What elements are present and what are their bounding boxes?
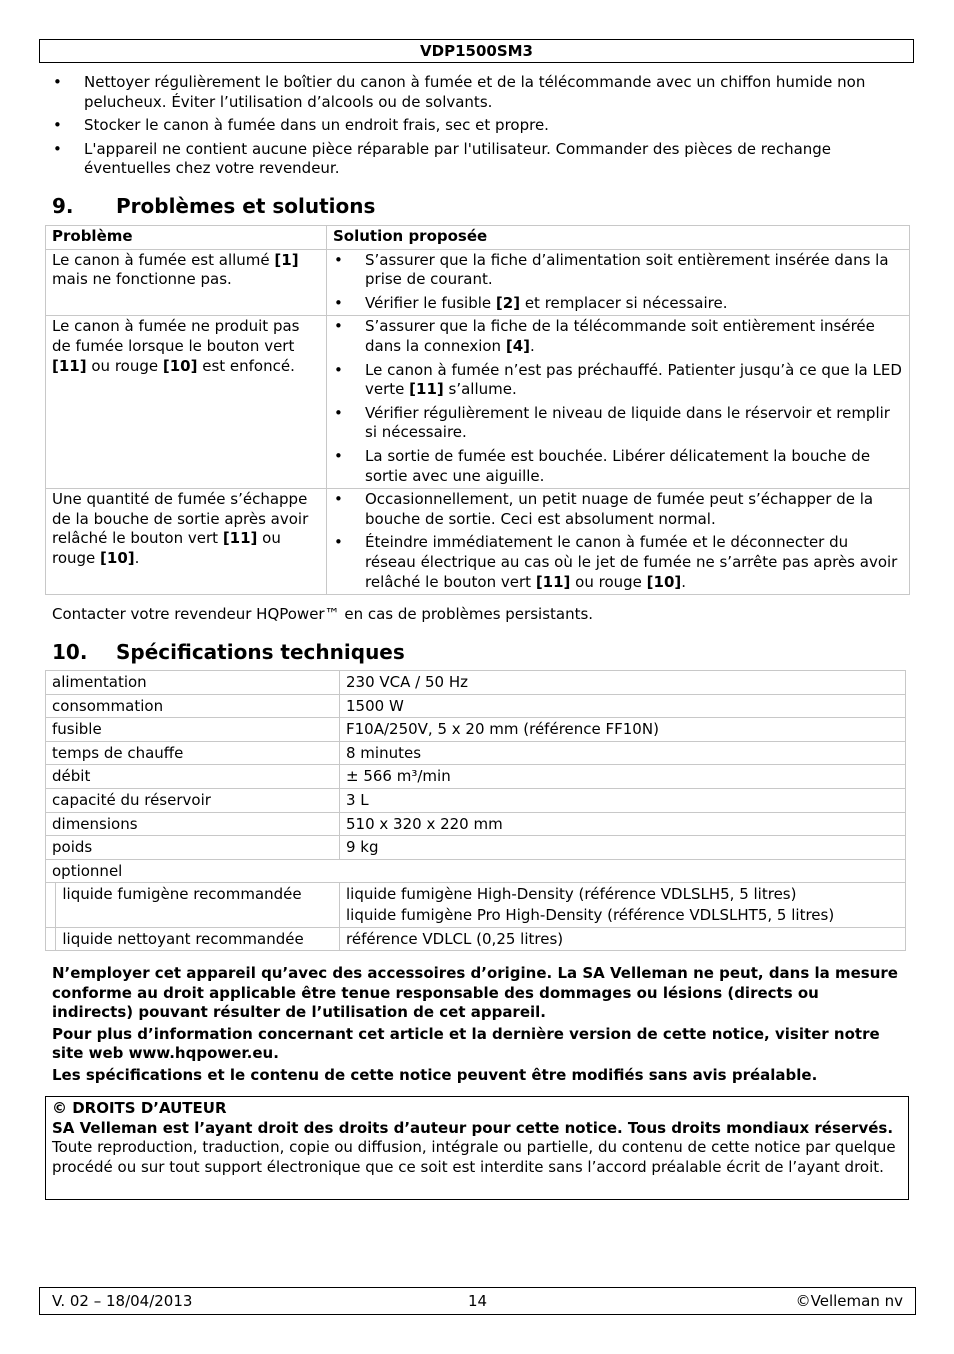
- spec-value: ± 566 m³/min: [340, 765, 906, 789]
- spec-row: [46, 812, 906, 836]
- solution-list: [333, 490, 903, 592]
- spec-row: [46, 836, 906, 860]
- optional-value: liquide fumigène High-Density (référence VDLSLH5, 5 litres): [346, 885, 797, 904]
- indent-cell: [46, 927, 56, 951]
- spec-row: [46, 694, 906, 718]
- solution-item: [333, 294, 903, 314]
- section-number: 10.: [52, 640, 88, 664]
- spec-value: F10A/250V, 5 x 20 mm (référence FF10N): [340, 718, 906, 742]
- note-paragraph: Pour plus d’information concernant cet article et la dernière version de cette notice, visiter notre site web www.hqpower.eu.: [52, 1024, 880, 1063]
- optional-value-cell: [340, 883, 906, 927]
- solution-text: Occasionnellement, un petit nuage de fumée peut s’échapper de la bouche de sortie. Ceci est absolument normal.: [365, 490, 874, 528]
- bullet-item: • Stocker le canon à fumée dans un endroit frais, sec et propre.: [50, 116, 910, 136]
- table-row: [46, 489, 910, 595]
- footer-page-number: 14: [467, 1292, 488, 1310]
- spec-key: temps de chauffe: [46, 741, 340, 765]
- solution-text: [4]: [505, 336, 530, 355]
- problem-text: [11]: [52, 356, 87, 375]
- table-row: [46, 249, 910, 316]
- optional-key: liquide nettoyant recommandée: [56, 927, 340, 951]
- spec-key: débit: [46, 765, 340, 789]
- spec-row: [46, 741, 906, 765]
- problem-text: [10]: [162, 356, 198, 375]
- solution-list: [333, 251, 903, 314]
- spec-key: dimensions: [46, 812, 340, 836]
- spec-value: 230 VCA / 50 Hz: [340, 671, 906, 695]
- solution-item: [333, 404, 903, 443]
- document-header: [39, 39, 914, 63]
- indent-cell: [46, 883, 56, 927]
- troubleshooting-rows: [46, 249, 910, 595]
- legal-notes: [52, 964, 902, 1088]
- table-row: [46, 316, 910, 489]
- problem-text: est enfoncé.: [197, 356, 295, 375]
- problem-text: mais ne fonctionne pas.: [52, 270, 232, 289]
- optional-value-cell: [340, 927, 906, 951]
- section-title: Problèmes et solutions: [116, 194, 376, 218]
- spec-key: capacité du réservoir: [46, 788, 340, 812]
- copyright-notice: [45, 1096, 909, 1200]
- specifications-rows: [46, 671, 906, 951]
- document-footer: [39, 1287, 916, 1315]
- troubleshooting-table: [45, 225, 910, 595]
- solution-list: [333, 317, 903, 486]
- optional-key: liquide fumigène recommandée: [56, 883, 340, 927]
- solution-text: La sortie de fumée est bouchée. Libérer délicatement la bouche de sortie avec une aiguille.: [365, 446, 871, 485]
- column-header-solution: Solution proposée: [327, 226, 910, 250]
- optional-value: référence VDLCL (0,25 litres): [346, 929, 564, 948]
- spec-row: [46, 765, 906, 789]
- optional-value: liquide fumigène Pro High-Density (référence VDLSLHT5, 5 litres): [346, 905, 835, 924]
- optional-row: [46, 927, 906, 951]
- solution-text: .: [530, 336, 535, 355]
- spec-row: [46, 718, 906, 742]
- solution-text: [2]: [495, 293, 521, 312]
- problem-text: [11]: [222, 529, 258, 548]
- solution-text: ou rouge: [570, 572, 647, 591]
- spec-row: [46, 788, 906, 812]
- solution-text: S’assurer que la fiche de la télécommande soit entièrement insérée dans la connexion: [365, 317, 875, 355]
- solution-text: [11]: [409, 380, 444, 399]
- specifications-table: [45, 670, 906, 951]
- solution-cell: [327, 489, 910, 595]
- optional-label: optionnel: [46, 859, 906, 883]
- bullet-item: • Nettoyer régulièrement le boîtier du canon à fumée et de la télécommande avec un chiffon humide non pelucheux. Éviter l’utilisation d’alcools ou de solvants.: [50, 73, 910, 112]
- solution-item: [333, 361, 903, 400]
- problem-cell: [46, 249, 327, 316]
- section-number: 9.: [52, 194, 74, 218]
- solution-item: [333, 447, 903, 486]
- contact-note: Contacter votre revendeur HQPower™ en cas de problèmes persistants.: [52, 605, 594, 623]
- solution-text: S’assurer que la fiche d’alimentation soit entièrement insérée dans la prise de courant.: [365, 250, 889, 289]
- solution-cell: [327, 316, 910, 489]
- spec-value: 1500 W: [340, 694, 906, 718]
- maintenance-bullets: [50, 73, 910, 183]
- problem-text: .: [134, 548, 140, 567]
- solution-text: .: [681, 572, 687, 591]
- copyright-body: [52, 1119, 902, 1178]
- table-header-row: [46, 226, 910, 250]
- spec-key: consommation: [46, 694, 340, 718]
- spec-value: 3 L: [340, 788, 906, 812]
- spec-row: [46, 671, 906, 695]
- spec-value: 8 minutes: [340, 741, 906, 765]
- solution-item: [333, 317, 903, 356]
- section-title: Spécifications techniques: [116, 640, 405, 664]
- spec-key: poids: [46, 836, 340, 860]
- problem-text: Le canon à fumée ne produit pas de fumée lorsque le bouton vert: [52, 317, 300, 355]
- solution-text: Éteindre immédiatement le canon à fumée et le déconnecter du réseau électrique au cas où le jet de fumée ne s’arrête pas après avoir relâché le bouton vert: [365, 533, 898, 591]
- problem-cell: [46, 316, 327, 489]
- note-paragraph: Les spécifications et le contenu de cette notice peuvent être modifiés sans avis préalable.: [52, 1065, 818, 1084]
- spec-value: 9 kg: [340, 836, 906, 860]
- solution-text: et remplacer si nécessaire.: [520, 293, 728, 312]
- solution-text: Vérifier régulièrement le niveau de liquide dans le réservoir et remplir si nécessaire.: [365, 403, 890, 442]
- section-10-heading: [52, 640, 405, 664]
- solution-item: [333, 251, 903, 290]
- footer-version: V. 02 – 18/04/2013: [52, 1292, 193, 1310]
- optional-row: [46, 883, 906, 927]
- copyright-text: Toute reproduction, traduction, copie ou diffusion, intégrale ou partielle, du contenu de cette notice par quelque procédé ou sur tout support électronique que ce soit est interdite sans l’accord préalable écrit de l’ayant droit.: [52, 1138, 896, 1176]
- copyright-bold-text: SA Velleman est l’ayant droit des droits d’auteur pour cette notice. Tous droits mondiaux réservés.: [52, 1118, 894, 1137]
- problem-text: Le canon à fumée est allumé: [52, 250, 275, 269]
- solution-item: [333, 533, 903, 592]
- section-9-heading: [52, 194, 375, 218]
- problem-cell: [46, 489, 327, 595]
- spec-row-optional: [46, 859, 906, 883]
- problem-text: [1]: [274, 250, 299, 269]
- problem-text: Une quantité de fumée s’échappe de la bouche de sortie après avoir relâché le bouton vert: [52, 490, 309, 548]
- problem-text: [10]: [100, 548, 135, 567]
- solution-text: Vérifier le fusible: [365, 293, 496, 312]
- solution-text: [11]: [535, 572, 571, 591]
- model-number: VDP1500SM3: [420, 42, 533, 60]
- spec-key: fusible: [46, 718, 340, 742]
- spec-value: 510 x 320 x 220 mm: [340, 812, 906, 836]
- spec-key: alimentation: [46, 671, 340, 695]
- solution-cell: [327, 249, 910, 316]
- problem-text: ou rouge: [86, 356, 163, 375]
- solution-item: [333, 490, 903, 529]
- column-header-problem: Problème: [46, 226, 327, 250]
- note-paragraph: N’employer cet appareil qu’avec des accessoires d’origine. La SA Velleman ne peut, dans la mesure conforme au droit applicable être tenue responsable des dommages ou lésions (directs ou indirects) pouvant résulter de l’utilisation de cet appareil.: [52, 964, 898, 1022]
- problem-text: ou rouge: [52, 529, 281, 567]
- solution-text: s’allume.: [443, 380, 517, 399]
- footer-company: ©Velleman nv: [795, 1292, 903, 1310]
- copyright-heading: © DROITS D’AUTEUR: [52, 1099, 227, 1117]
- solution-text: [10]: [646, 572, 682, 591]
- solution-text: Le canon à fumée n’est pas préchauffé. Patienter jusqu’à ce que la LED verte: [365, 360, 902, 399]
- bullet-item: • L'appareil ne contient aucune pièce réparable par l'utilisateur. Commander des pièces de rechange éventuelles chez votre revendeur.: [50, 140, 910, 179]
